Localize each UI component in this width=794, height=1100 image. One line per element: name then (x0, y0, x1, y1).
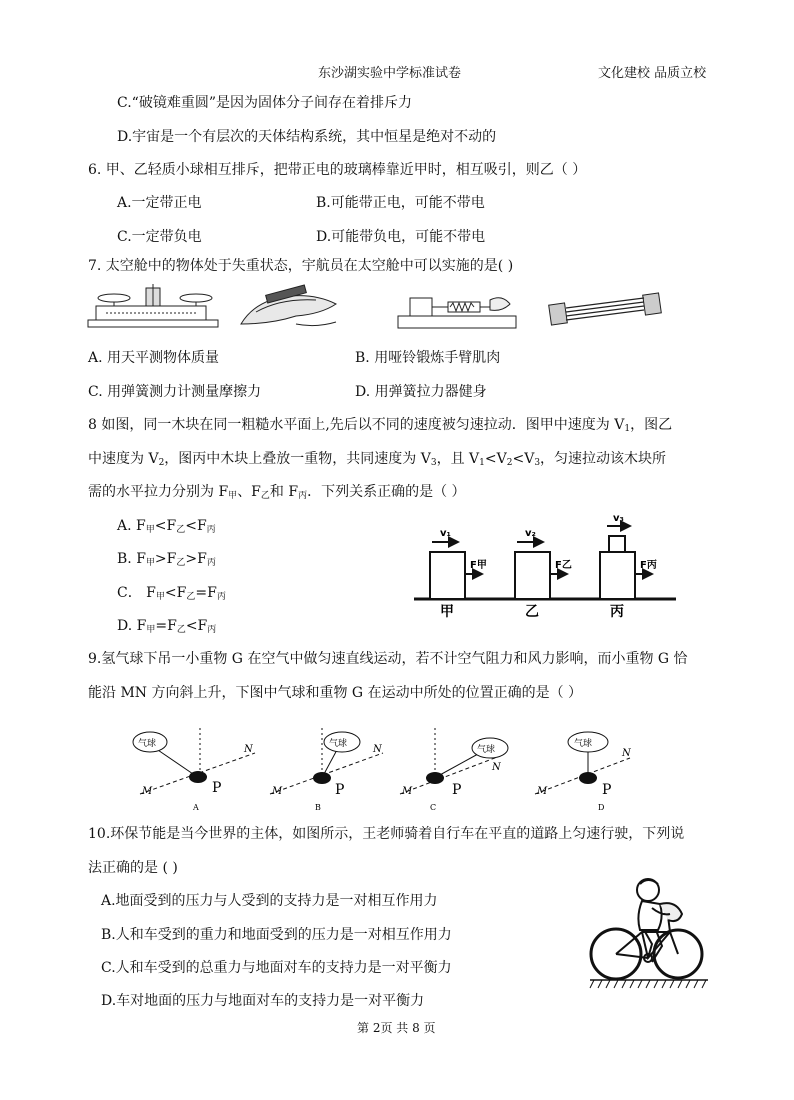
block-bing (600, 513, 657, 620)
q9-diagram-c (400, 728, 508, 812)
q8b-m1: >F (154, 551, 177, 567)
q9-diagram-b (270, 728, 383, 812)
q8d-s1: 甲 (146, 625, 156, 635)
spring-scale-friction-figure (398, 290, 518, 332)
q8a-s2: 乙 (176, 525, 186, 535)
caption-d: D (598, 803, 605, 812)
q8-option-d (117, 616, 216, 640)
q8d-m2: <F (185, 618, 208, 634)
m-label-b: M (272, 786, 283, 797)
m-label-c: M (402, 786, 413, 797)
q8-line2-d: <V (484, 451, 507, 467)
q8-line3-s2: 乙 (260, 491, 270, 501)
q8-figure (410, 512, 680, 622)
q8-line3-a: 需的水平拉力分别为 F (88, 484, 229, 500)
balloon-label-d: 气球 (574, 739, 593, 749)
block-yi (515, 528, 572, 620)
q8c-s3: 丙 (216, 592, 226, 602)
q8-line2-b: ，图丙中木块上叠放一重物，共同速度为 V (164, 451, 431, 467)
q8-line2-s2: 3 (430, 458, 437, 468)
q10-option-b: B.人和车受到的重力和地面受到的压力是一对相互作用力 (101, 927, 452, 943)
q8a-m1: <F (154, 518, 177, 534)
n-label-c: N (492, 762, 501, 773)
p-label-c: P (452, 782, 462, 798)
page-footer: 第 2页 共 8 页 (357, 1021, 436, 1035)
q8-line3-b: 、F (237, 484, 261, 500)
q7-option-d: D. 用弹簧拉力器健身 (355, 384, 487, 400)
m-label-d: M (537, 786, 548, 797)
balloon-label-b: 气球 (329, 739, 348, 749)
q8-line2-s1: 2 (158, 458, 165, 468)
q8d-s2: 乙 (176, 625, 186, 635)
q9-figure (130, 728, 670, 814)
q8-option-a (117, 516, 216, 540)
q10-stem-line2: 法正确的是 ( ) (88, 860, 178, 876)
q8-line2-a: 中速度为 V (88, 451, 159, 467)
q8-line2-f: ，匀速拉动该木块所 (540, 451, 667, 467)
n-label-b: N (373, 744, 382, 755)
label-v1: v₁ (440, 528, 451, 539)
q8c-m2: =F (195, 585, 217, 601)
q8-option-c (117, 583, 226, 607)
q8-stem-line3 (88, 482, 466, 506)
q8a-s3: 丙 (206, 525, 216, 535)
label-f-yi: F乙 (555, 560, 572, 571)
q6-option-b: B.可能带正电，可能不带电 (316, 195, 485, 211)
q9-stem-line1: 9.氢气球下吊一小重物 G 在空气中做匀速直线运动，若不计空气阻力和风力影响，而小重物 G 恰 (88, 651, 688, 667)
caption-c: C (430, 803, 437, 812)
p-label-b: P (335, 782, 345, 798)
q5-option-d: D.宇宙是一个有层次的天体结构系统，其中恒星是绝对不动的 (117, 129, 497, 145)
label-v2: v₂ (525, 528, 536, 539)
q8c-lead: C． F (117, 585, 156, 601)
q7-option-c: C. 用弹簧测力计测量摩擦力 (88, 384, 262, 400)
q9-stem-line2: 能沿 MN 方向斜上升，下图中气球和重物 G 在运动中所处的位置正确的是（ ） (88, 685, 583, 701)
caption-yi: 乙 (525, 604, 539, 620)
q6-option-c: C.一定带负电 (117, 229, 202, 245)
q10-stem-line1: 10.环保节能是当今世界的主体，如图所示，王老师骑着自行车在平直的道路上匀速行驶，下列说 (88, 826, 685, 842)
balance-scale-figure (86, 284, 226, 332)
label-f-bing: F丙 (640, 560, 657, 571)
q8-line1-end: ，图乙 (630, 417, 673, 433)
caption-b: B (315, 803, 321, 812)
q8-line3-s1: 甲 (228, 491, 238, 501)
q8-line2-s4: 2 (506, 458, 513, 468)
q8-line3-c: 和 F (269, 484, 299, 500)
q5-option-c: C.“破镜难重圆”是因为固体分子间存在着排斥力 (117, 95, 412, 111)
q8-line3-d: ．下列关系正确的是（ ） (307, 484, 466, 500)
q8-stem-line2 (88, 449, 666, 473)
balloon-label-a: 气球 (138, 739, 157, 749)
q8c-m1: <F (164, 585, 187, 601)
q10-option-d: D.车对地面的压力与地面对车的支持力是一对平衡力 (101, 993, 425, 1009)
school-motto: 文化建校 品质立校 (598, 66, 707, 81)
caption-jia: 甲 (440, 604, 454, 620)
q8-line1-text: 8 如图，同一木块在同一粗糙水平面上,先后以不同的速度被匀速拉动．图甲中速度为 V (88, 417, 625, 433)
q8c-s2: 乙 (186, 592, 196, 602)
q7-option-b: B. 用哑铃锻炼手臂肌肉 (355, 350, 501, 366)
label-f-jia: F甲 (470, 560, 487, 571)
q9-diagram-a (133, 728, 255, 812)
q8d-s3: 丙 (207, 625, 217, 635)
q10-option-c: C.人和车受到的总重力与地面对车的支持力是一对平衡力 (101, 960, 452, 976)
q8d-m1: =F (155, 618, 177, 634)
balloon-label-c: 气球 (477, 745, 496, 755)
n-label-d: N (622, 748, 631, 759)
caption-a: A (193, 803, 199, 812)
q8-stem-line1 (88, 415, 672, 439)
q8c-s1: 甲 (155, 592, 165, 602)
n-label-a: N (244, 744, 253, 755)
q8b-lead: B. F (117, 551, 146, 567)
q10-option-a: A.地面受到的压力与人受到的支持力是一对相互作用力 (101, 893, 438, 909)
q8b-s2: 乙 (176, 558, 186, 568)
q8-line2-e: <V (512, 451, 535, 467)
q7-stem: 7. 太空舱中的物体处于失重状态，宇航员在太空舱中可以实施的是( ) (88, 258, 514, 274)
q8-line2-s5: 3 (534, 458, 541, 468)
q8b-m2: >F (185, 551, 207, 567)
m-label-a: M (142, 786, 153, 797)
q8a-m2: <F (185, 518, 207, 534)
dumbbell-arm-figure (236, 284, 346, 334)
school-title: 东沙湖实验中学标准试卷 (318, 66, 462, 81)
q6-stem: 6. 甲、乙轻质小球相互排斥，把带正电的玻璃棒靠近甲时，相互吸引，则乙（ ） (88, 162, 587, 178)
q8b-s1: 甲 (145, 558, 155, 568)
q8d-lead: D. F (117, 618, 147, 634)
q9-diagram-d (535, 732, 632, 812)
q6-option-a: A.一定带正电 (117, 195, 202, 211)
p-label-d: P (602, 782, 612, 798)
q8-line2-c: ，且 V (436, 451, 480, 467)
q8-option-b (117, 549, 216, 573)
spring-expander-figure (548, 290, 666, 330)
q8-line3-s3: 丙 (298, 491, 308, 501)
cyclist-figure (590, 874, 710, 992)
q8-line2-s3: 1 (479, 458, 485, 468)
caption-bing: 丙 (610, 604, 624, 620)
block-jia (430, 528, 487, 620)
q8a-lead: A. F (117, 518, 146, 534)
q8a-s1: 甲 (145, 525, 155, 535)
q8-line1-sub: 1 (624, 424, 631, 434)
label-v3: v₃ (613, 513, 624, 524)
q6-option-d: D.可能带负电，可能不带电 (316, 229, 486, 245)
q8b-s3: 丙 (206, 558, 216, 568)
p-label-a: P (212, 780, 222, 796)
q7-option-a: A. 用天平测物体质量 (88, 350, 220, 366)
